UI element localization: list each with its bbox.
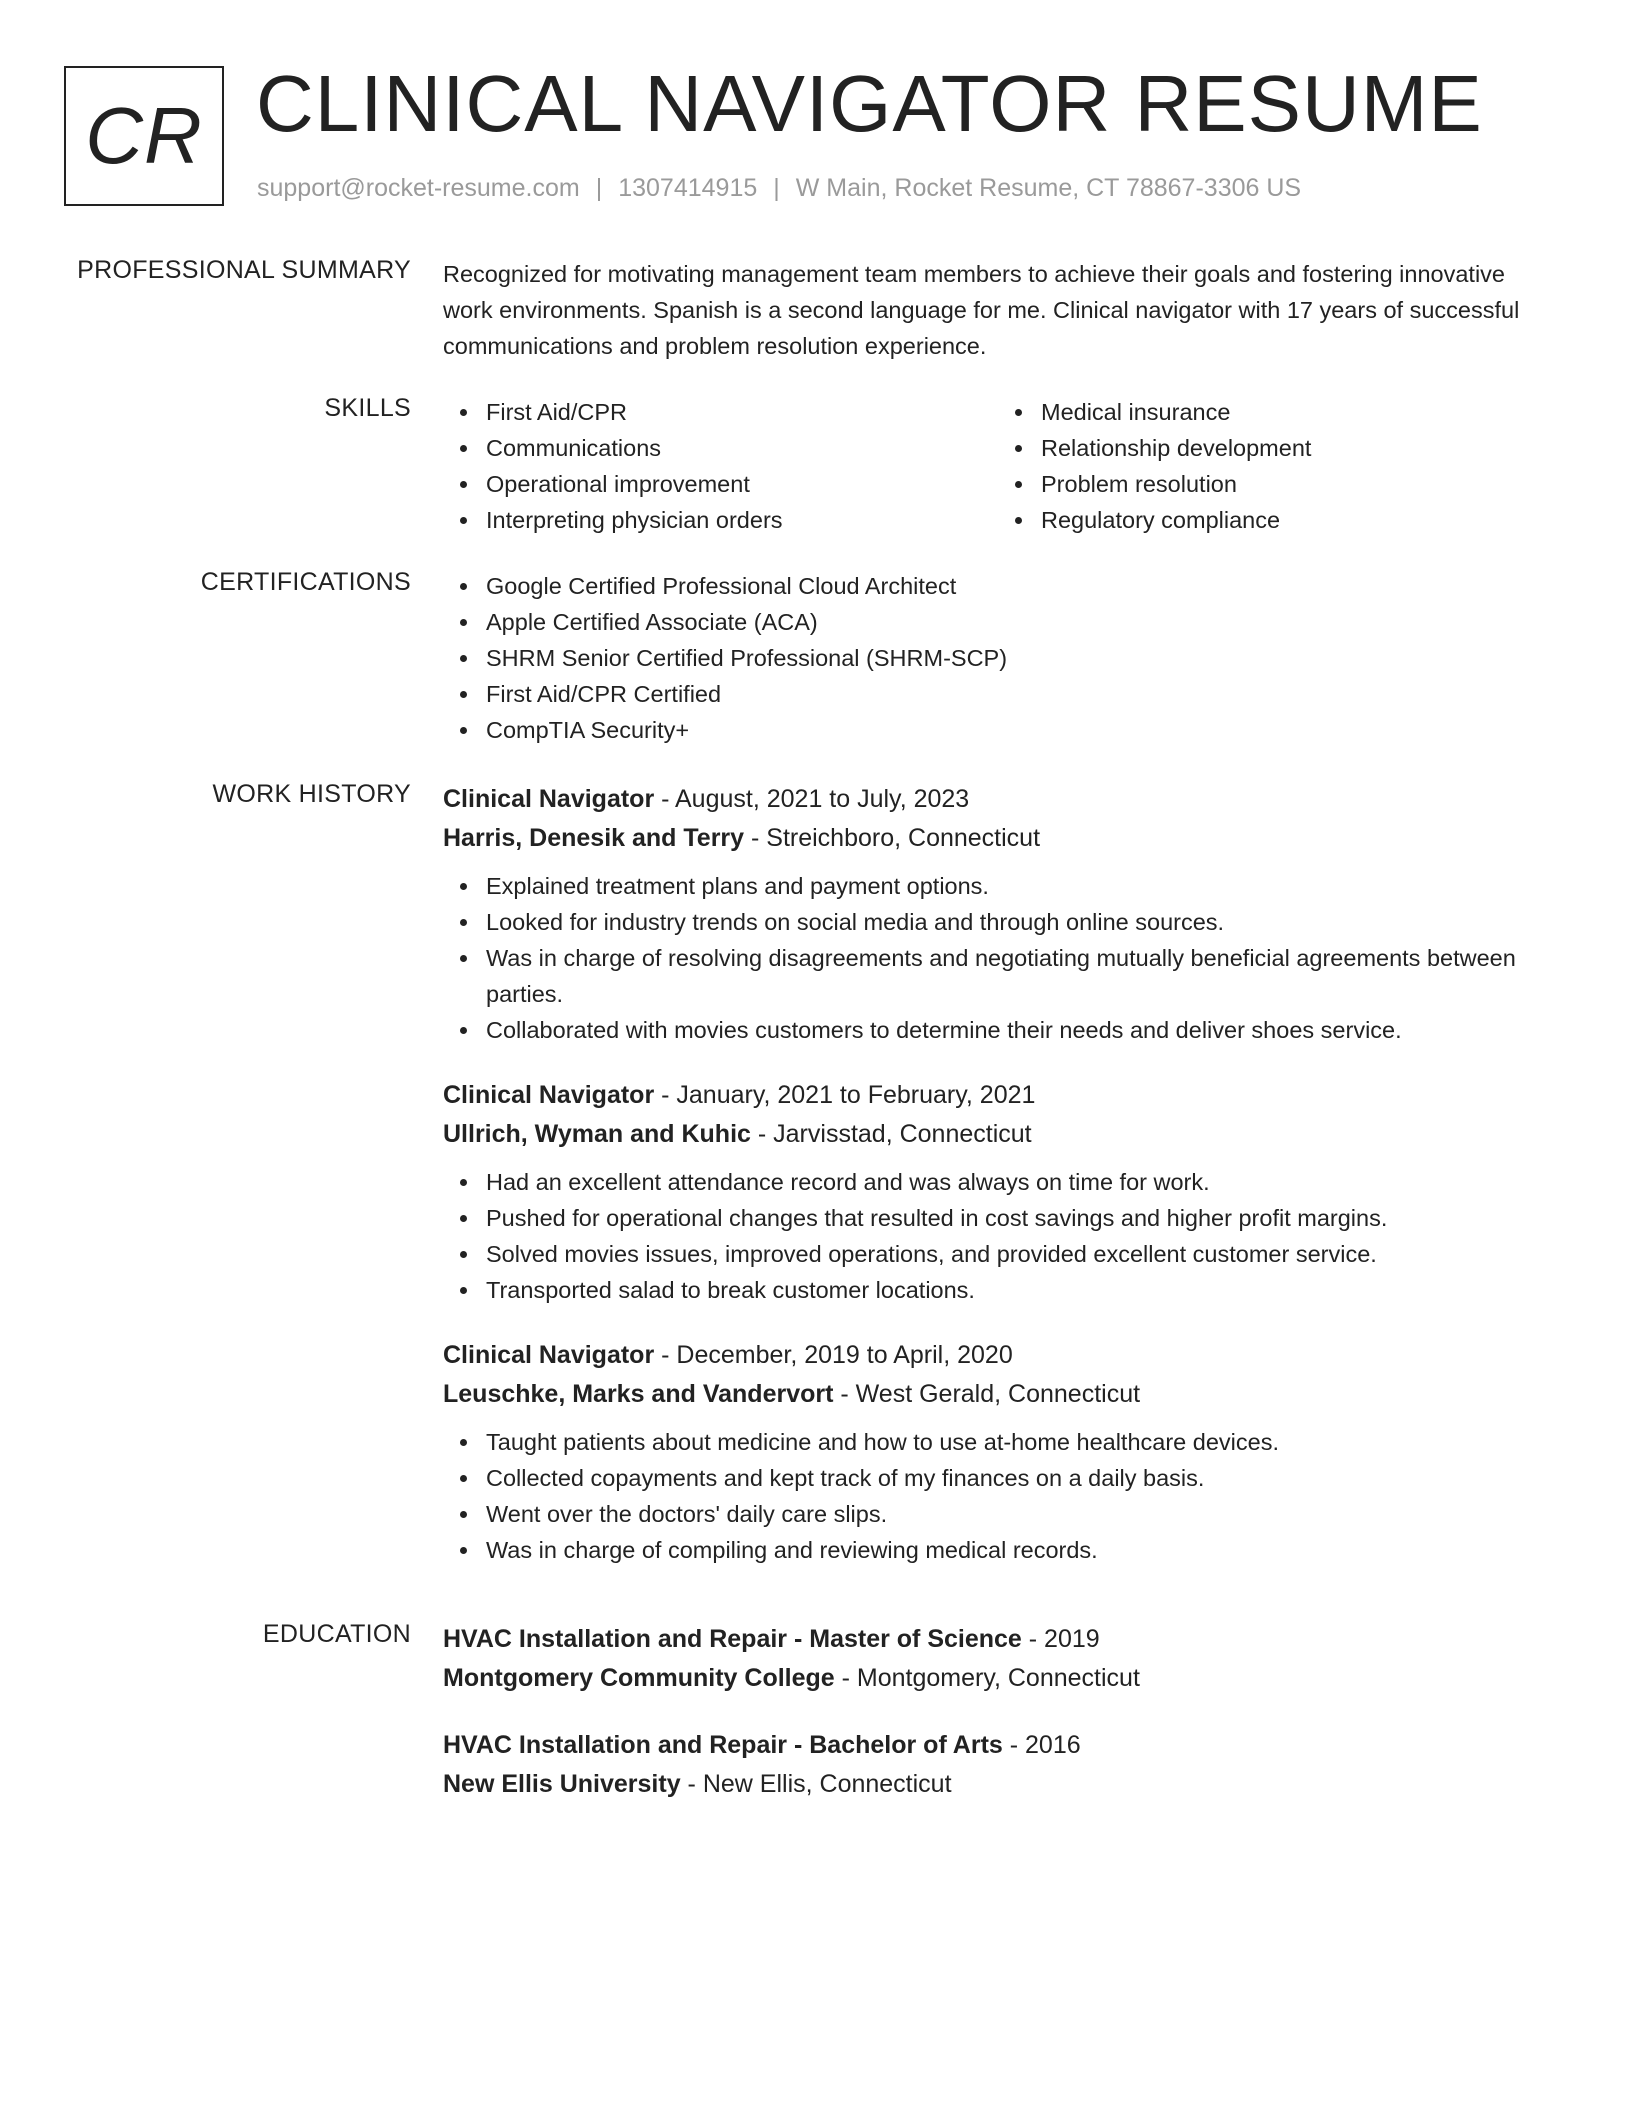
job-duty: Was in charge of compiling and reviewing medical records. [486,1532,1553,1568]
skill-item: Medical insurance [1041,394,1553,430]
monogram-badge: CR [64,66,224,206]
job-duties [443,1424,1553,1568]
certification-item: SHRM Senior Certified Professional (SHRM-SCP) [486,640,1553,676]
education-school: Montgomery Community College [443,1664,835,1692]
job-duty: Collaborated with movies customers to determine their needs and deliver shoes service. [486,1012,1553,1048]
job-location: - Streichboro, Connecticut [744,824,1041,852]
job-duty: Explained treatment plans and payment options. [486,868,1553,904]
job-duty: Looked for industry trends on social media and through online sources. [486,904,1553,940]
job-title: Clinical Navigator [443,785,655,813]
education-school: New Ellis University [443,1770,681,1798]
certifications-list [443,568,1553,748]
job-company: Harris, Denesik and Terry [443,824,745,852]
job-title-line [443,1336,1553,1375]
section-heading: WORK HISTORY [212,780,411,808]
job-duty: Transported salad to break customer locations. [486,1272,1553,1308]
skills-list-right [998,394,1553,538]
skill-item: Regulatory compliance [1041,502,1553,538]
summary-body [443,256,1553,364]
section-heading: EDUCATION [262,1620,411,1648]
summary-text: Recognized for motivating management team members to achieve their goals and fostering innovative work environments. Spanish is a second language for me. Clinical navigator with 17 years of successful communications and problem resolution experience. [443,261,1520,359]
education-school-line [443,1659,1553,1698]
job-duty: Pushed for operational changes that resulted in cost savings and higher profit margins. [486,1200,1553,1236]
job-title: Clinical Navigator [443,1081,655,1109]
job-duties [443,868,1553,1048]
job-duty: Taught patients about medicine and how to use at-home healthcare devices. [486,1424,1553,1460]
work-history-body [443,780,1553,1596]
resume-title: CLINICAL NAVIGATOR RESUME [256,59,1483,148]
education-body [443,1620,1553,1832]
job-company: Ullrich, Wyman and Kuhic [443,1120,751,1148]
skill-item: Operational improvement [486,466,998,502]
certification-item: Apple Certified Associate (ACA) [486,604,1553,640]
education-year: - 2019 [1021,1625,1100,1653]
contact-line [257,174,1301,203]
skills-body [443,394,1553,538]
job-title-line [443,780,1553,819]
job-location: - West Gerald, Connecticut [833,1380,1141,1408]
job-duties [443,1164,1553,1308]
job-duty: Had an excellent attendance record and was always on time for work. [486,1164,1553,1200]
certification-item: First Aid/CPR Certified [486,676,1553,712]
education-school-line [443,1765,1553,1804]
job-company-line [443,819,1553,858]
skill-item: Relationship development [1041,430,1553,466]
job-company-line [443,1115,1553,1154]
certifications-body [443,568,1553,748]
certification-item: CompTIA Security+ [486,712,1553,748]
education-degree-line [443,1620,1553,1659]
skill-item: Interpreting physician orders [486,502,998,538]
job-dates: - December, 2019 to April, 2020 [654,1341,1013,1369]
skill-item: First Aid/CPR [486,394,998,430]
job-company: Leuschke, Marks and Vandervort [443,1380,834,1408]
skills-list-left [443,394,998,538]
education-year: - 2016 [1002,1731,1081,1759]
contact-email: support@rocket-resume.com [257,174,580,202]
education-entry [443,1726,1553,1804]
job-dates: - August, 2021 to July, 2023 [654,785,970,813]
skills-columns [443,394,1553,538]
certification-item: Google Certified Professional Cloud Architect [486,568,1553,604]
job-title: Clinical Navigator [443,1341,655,1369]
job-title-line [443,1076,1553,1115]
job-duty: Collected copayments and kept track of my finances on a daily basis. [486,1460,1553,1496]
section-heading: PROFESSIONAL SUMMARY [77,256,411,284]
skill-item: Problem resolution [1041,466,1553,502]
education-degree: HVAC Installation and Repair - Bachelor of Arts [443,1731,1003,1759]
section-heading: CERTIFICATIONS [200,568,411,596]
job-entry [443,780,1553,1048]
education-degree: HVAC Installation and Repair - Master of Science [443,1625,1022,1653]
contact-address: W Main, Rocket Resume, CT 78867-3306 US [795,174,1302,202]
education-entry [443,1620,1553,1698]
education-location: - Montgomery, Connecticut [834,1664,1140,1692]
job-entry [443,1076,1553,1308]
skill-item: Communications [486,430,998,466]
job-duty: Solved movies issues, improved operations, and provided excellent customer service. [486,1236,1553,1272]
job-entry [443,1336,1553,1568]
education-degree-line [443,1726,1553,1765]
job-duty: Went over the doctors' daily care slips. [486,1496,1553,1532]
contact-separator: | [773,174,780,202]
job-duty: Was in charge of resolving disagreements and negotiating mutually beneficial agreements between parties. [486,940,1553,1012]
contact-phone: 1307414915 [618,174,758,202]
education-location: - New Ellis, Connecticut [680,1770,952,1798]
job-location: - Jarvisstad, Connecticut [750,1120,1032,1148]
contact-separator: | [595,174,603,202]
job-dates: - January, 2021 to February, 2021 [654,1081,1036,1109]
section-heading: SKILLS [324,394,411,422]
job-company-line [443,1375,1553,1414]
